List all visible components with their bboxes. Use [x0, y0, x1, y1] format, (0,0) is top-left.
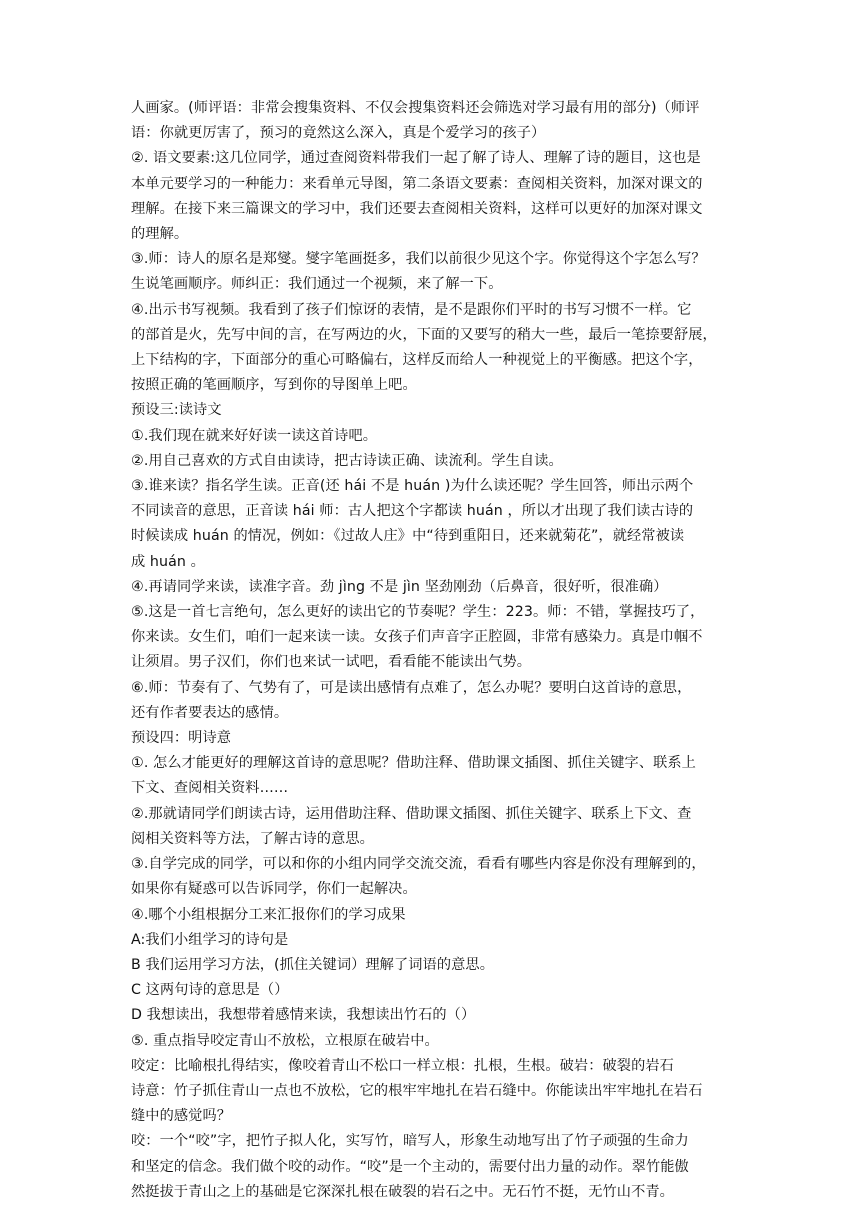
text-line: ③.自学完成的同学，可以和你的小组内同学交流交流，看看有哪些内容是你没有理解到的，	[131, 856, 706, 873]
text-line: ⑤.这是一首七言绝句，怎么更好的读出它的节奏呢？学生：223。师：不错，掌握技巧了，	[131, 604, 705, 621]
text-line: 成 huán 。	[131, 553, 205, 570]
text-line: 预设三:读诗文	[131, 402, 222, 419]
text-line: ④.再请同学来读，读准字音。劲 jìng 不是 jìn 坚劲刚劲（后鼻音，很好听，很准确）	[131, 578, 668, 595]
text-line: ②.那就请同学们朗读古诗，运用借助注释、借助课文插图、抓住关键字、联系上下文、查	[131, 805, 692, 822]
document-body	[131, 96, 731, 1205]
text-line: D 我想读出，我想带着感情来读，我想读出竹石的（）	[131, 1007, 476, 1024]
text-line: 人画家。(师评语：非常会搜集资料、不仅会搜集资料还会筛选对学习最有用的部分)（师评	[131, 100, 700, 116]
text-line: ①. 怎么才能更好的理解这首诗的意思呢？借助注释、借助课文插图、抓住关键字、联系上	[131, 755, 696, 772]
text-line: 缝中的感觉吗？	[131, 1108, 232, 1125]
text-line: C 这两句诗的意思是（）	[131, 982, 289, 999]
text-line: 按照正确的笔画顺序，写到你的导图单上吧。	[131, 377, 417, 394]
text-line: ③.谁来读？指名学生读。正音(还 hái 不是 huán )为什么读还呢？学生回答，师出示两个	[131, 478, 694, 495]
text-line: B 我们运用学习方法，(抓住关键词）理解了词语的意思。	[131, 956, 494, 973]
text-line: 的部首是火，先写中间的言，在写两边的火，下面的又要写的稍大一些，最后一笔捺要舒展，	[131, 326, 717, 343]
text-line: ⑥.师：节奏有了、气势有了，可是读出感情有点难了，怎么办呢？要明白这首诗的意思，	[131, 679, 692, 696]
text-line: 生说笔画顺序。师纠正：我们通过一个视频，来了解一下。	[131, 276, 503, 293]
text-line: 的理解。	[131, 226, 189, 243]
text-line: ②. 语文要素:这几位同学，通过查阅资料带我们一起了解了诗人、理解了诗的题目，这也是	[131, 150, 701, 167]
text-line: ②.用自己喜欢的方式自由读诗，把古诗读正确、读流利。学生自读。	[131, 452, 563, 469]
text-line: 下文、查阅相关资料……	[131, 780, 289, 797]
text-line: ④.哪个小组根据分工来汇报你们的学习成果	[131, 906, 406, 923]
text-line: 如果你有疑惑可以告诉同学，你们一起解决。	[131, 881, 417, 898]
text-line: 诗意：竹子抓住青山一点也不放松，它的根牢牢地扎在岩石缝中。你能读出牢牢地扎在岩石	[131, 1082, 703, 1099]
text-line: 预设四：明诗意	[131, 730, 232, 747]
text-line: A:我们小组学习的诗句是	[131, 931, 289, 948]
text-line: 不同读音的意思，正音读 hái 师：古人把这个字都读 huán ，所以才出现了我们读古诗的	[131, 503, 694, 520]
text-line: ④.出示书写视频。我看到了孩子们惊讶的表情，是不是跟你们平时的书写习惯不一样。它	[131, 301, 692, 318]
text-line: 你来读。女生们，咱们一起来读一读。女孩子们声音字正腔圆，非常有感染力。真是巾帼不	[131, 629, 703, 646]
text-line: ①.我们现在就来好好读一读这首诗吧。	[131, 427, 378, 444]
text-line: 然挺拔于青山之上的基础是它深深扎根在破裂的岩石之中。无石竹不挺，无竹山不青。	[131, 1183, 674, 1200]
text-line: 咬定：比喻根扎得结实，像咬着青山不松口一样立根：扎根，生根。破岩：破裂的岩石	[131, 1057, 674, 1074]
text-line: 阅相关资料等方法，了解古诗的意思。	[131, 830, 374, 847]
text-line: ③.师：诗人的原名是郑燮。燮字笔画挺多，我们以前很少见这个字。你觉得这个字怎么写？	[131, 251, 706, 268]
text-line: 时候读成 huán 的情况，例如：《过故人庄》中“待到重阳日，还来就菊花”，就经常被读	[131, 528, 685, 545]
text-line: 上下结构的字，下面部分的重心可略偏右，这样反而给人一种视觉上的平衡感。把这个字，	[131, 352, 703, 369]
text-line: 和坚定的信念。我们做个咬的动作。“咬”是一个主动的，需要付出力量的动作。翠竹能傲	[131, 1158, 689, 1175]
text-line: 咬：一个“咬”字，把竹子拟人化，实写竹，暗写人，形象生动地写出了竹子顽强的生命力	[131, 1133, 689, 1150]
text-line: 理解。在接下来三篇课文的学习中，我们还要去查阅相关资料，这样可以更好的加深对课文	[131, 200, 703, 217]
text-line: 语：你就更厉害了，预习的竟然这么深入，真是个爱学习的孩子）	[131, 125, 546, 142]
text-line: 本单元要学习的一种能力：来看单元导图，第二条语文要素：查阅相关资料，加深对课文的	[131, 175, 703, 192]
text-line: 还有作者要表达的感情。	[131, 704, 289, 721]
text-line: ⑤. 重点指导咬定青山不放松，立根原在破岩中。	[131, 1032, 439, 1049]
text-line: 让须眉。男子汉们，你们也来试一试吧，看看能不能读出气势。	[131, 654, 532, 671]
